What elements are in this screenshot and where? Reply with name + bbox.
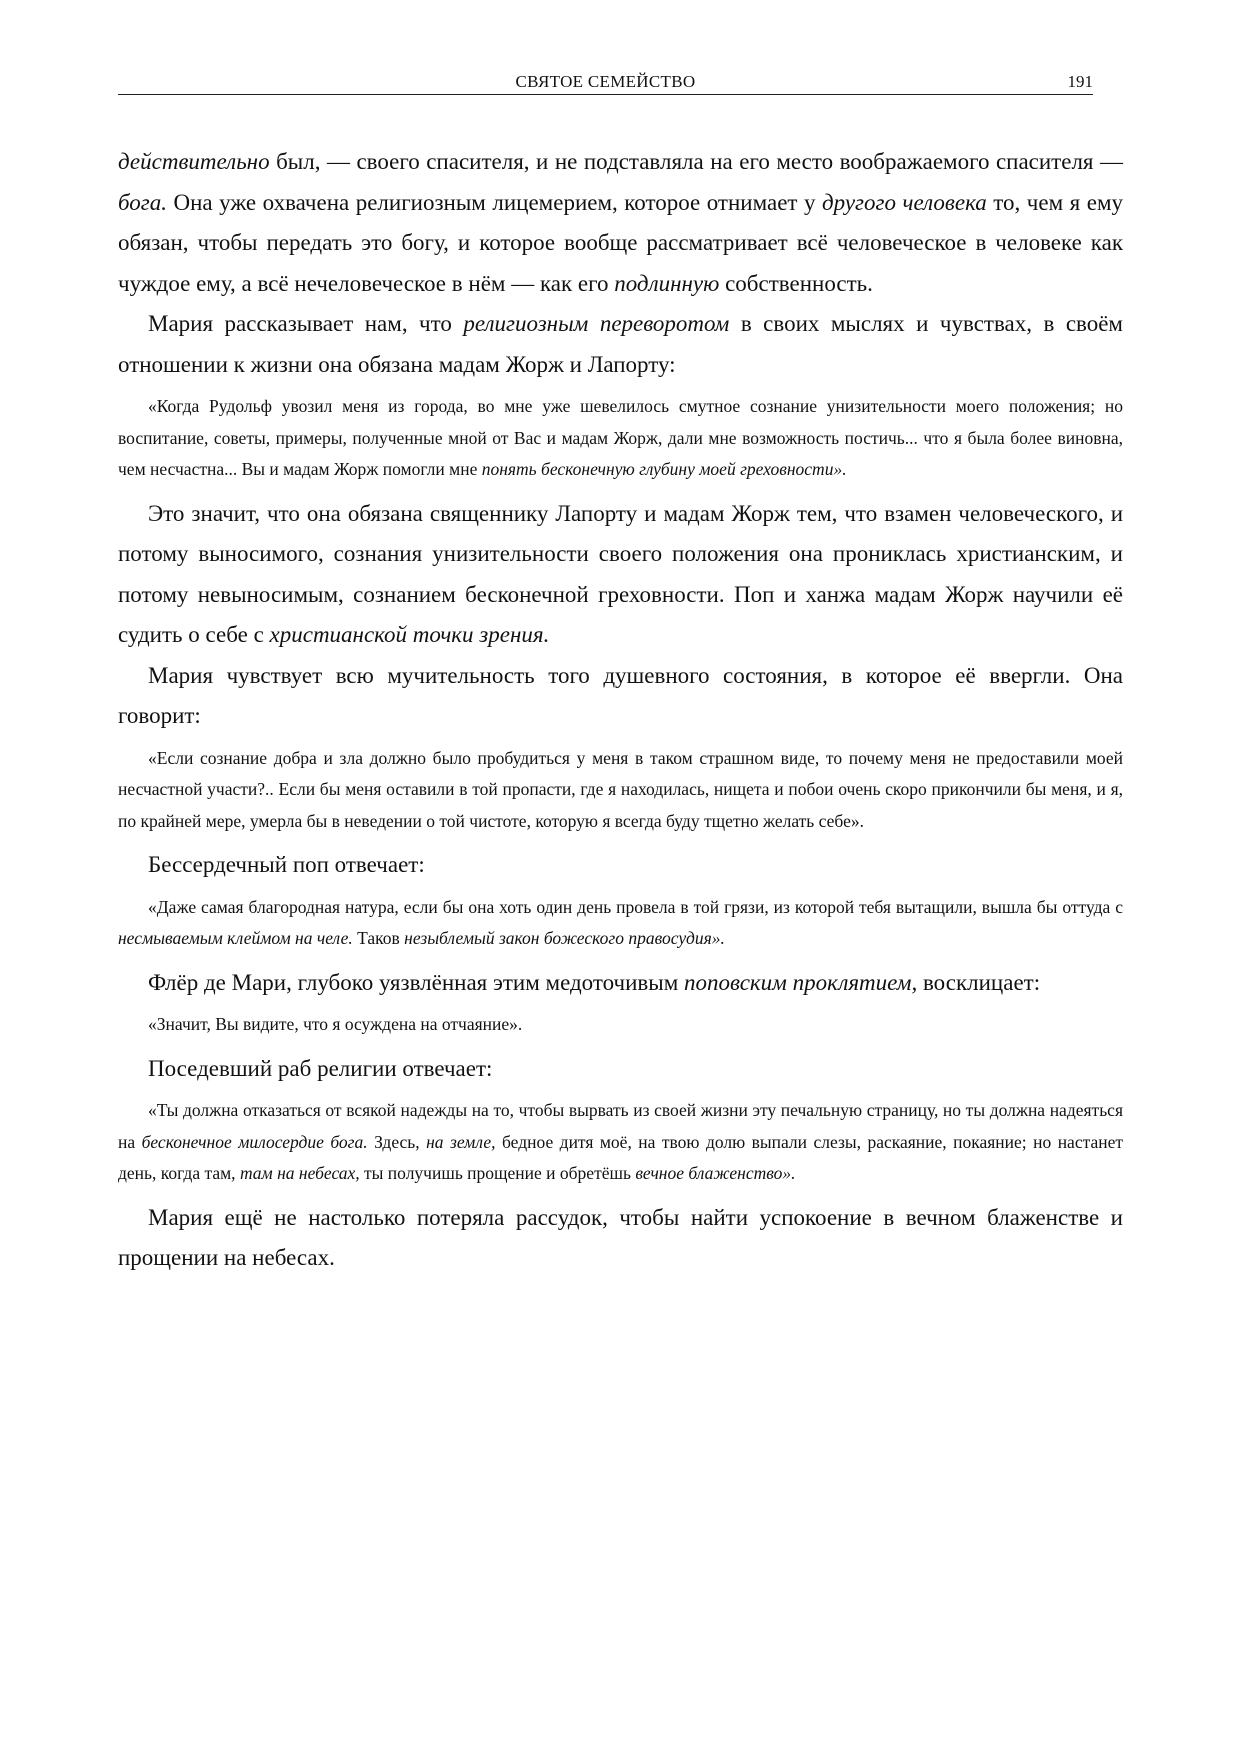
quote-1: «Когда Рудольф увозил меня из города, во мне уже шевелилось смутное сознание унизительности моего положения; но воспитание, советы, примеры, полученные мной от Вас и мадам Жорж, дали мне возможность постичь... что я была более виновна, чем несчастна... Вы и мадам Жорж помогли мне понять бесконечную глубину моей греховности». [118,396,1123,479]
paragraph-4: Мария чувствует всю мучительность того душевного состояния, в которое её ввергли. Она говорит: [118,662,1123,728]
quote-4: «Значит, Вы видите, что я осуждена на отчаяние». [148,1014,523,1034]
quote-5: «Ты должна отказаться от всякой надежды на то, чтобы вырвать из своей жизни эту печальную страницу, но ты должна надеяться на бесконечное милосердие бога. Здесь, на земле, бедное дитя моё, на твою долю выпали слезы, раскаяние, покаяние; но настанет день, когда там, там на небесах, ты получишь прощение и обретёшь вечное блаженство». [118,1100,1124,1183]
paragraph-5: Бессердечный поп отвечает: [148,852,425,877]
paragraph-1: действительно был, — своего спасителя, и не подставляла на его место воображаемого спасителя — бога. Она уже охвачена религиозным лицемерием, которое отнимает у другого человека то, чем я ему обязан, чтобы передать это богу, и которое вообще рассматривает всё человеческое в человеке как чуждое ему, а всё нечеловеческое в нём — как его подлинную собственность. [118,149,1123,296]
page-body [118,142,1123,1279]
page-number: 191 [1067,72,1093,91]
paragraph-2: Мария рассказывает нам, что религиозным переворотом в своих мыслях и чувствах, в своём отношении к жизни она обязана мадам Жорж и Лапорту: [118,311,1123,377]
running-title: СВЯТОЕ СЕМЕЙСТВО [515,72,696,91]
page-header [118,70,1093,95]
quote-2: «Если сознание добра и зла должно было пробудиться у меня в таком страшном виде, то почему меня не предоставили моей несчастной участи?.. Если бы меня оставили в той пропасти, где я находилась, нищета и побои очень скоро прикончили бы меня, и я, по крайней мере, умерла бы в неведении о той чистоте, которую я всегда буду тщетно желать себе». [118,747,1123,831]
paragraph-8: Мария ещё не настолько потеряла рассудок, чтобы найти успокоение в вечном блаженстве и прощении на небесах. [118,1204,1123,1270]
paragraph-7: Поседевший раб религии отвечает: [148,1055,493,1081]
paragraph-3: Это значит, что она обязана священнику Лапорту и мадам Жорж тем, что взамен человеческого, и потому выносимого, сознания унизительности своего положения она прониклась христианским, и потому невыносимым, сознанием бесконечной греховности. Поп и ханжа мадам Жорж научили её судить о себе с христианской точки зрения. [118,500,1123,647]
quote-3: «Даже самая благородная натура, если бы она хоть один день провела в той грязи, из которой тебя вытащили, вышла бы оттуда с несмываемым клеймом на челе. Таков незыблемый закон божеского правосудия». [118,896,1123,948]
paragraph-6: Флёр де Мари, глубоко уязвлённая этим медоточивым поповским проклятием, восклицает: [148,969,1041,995]
